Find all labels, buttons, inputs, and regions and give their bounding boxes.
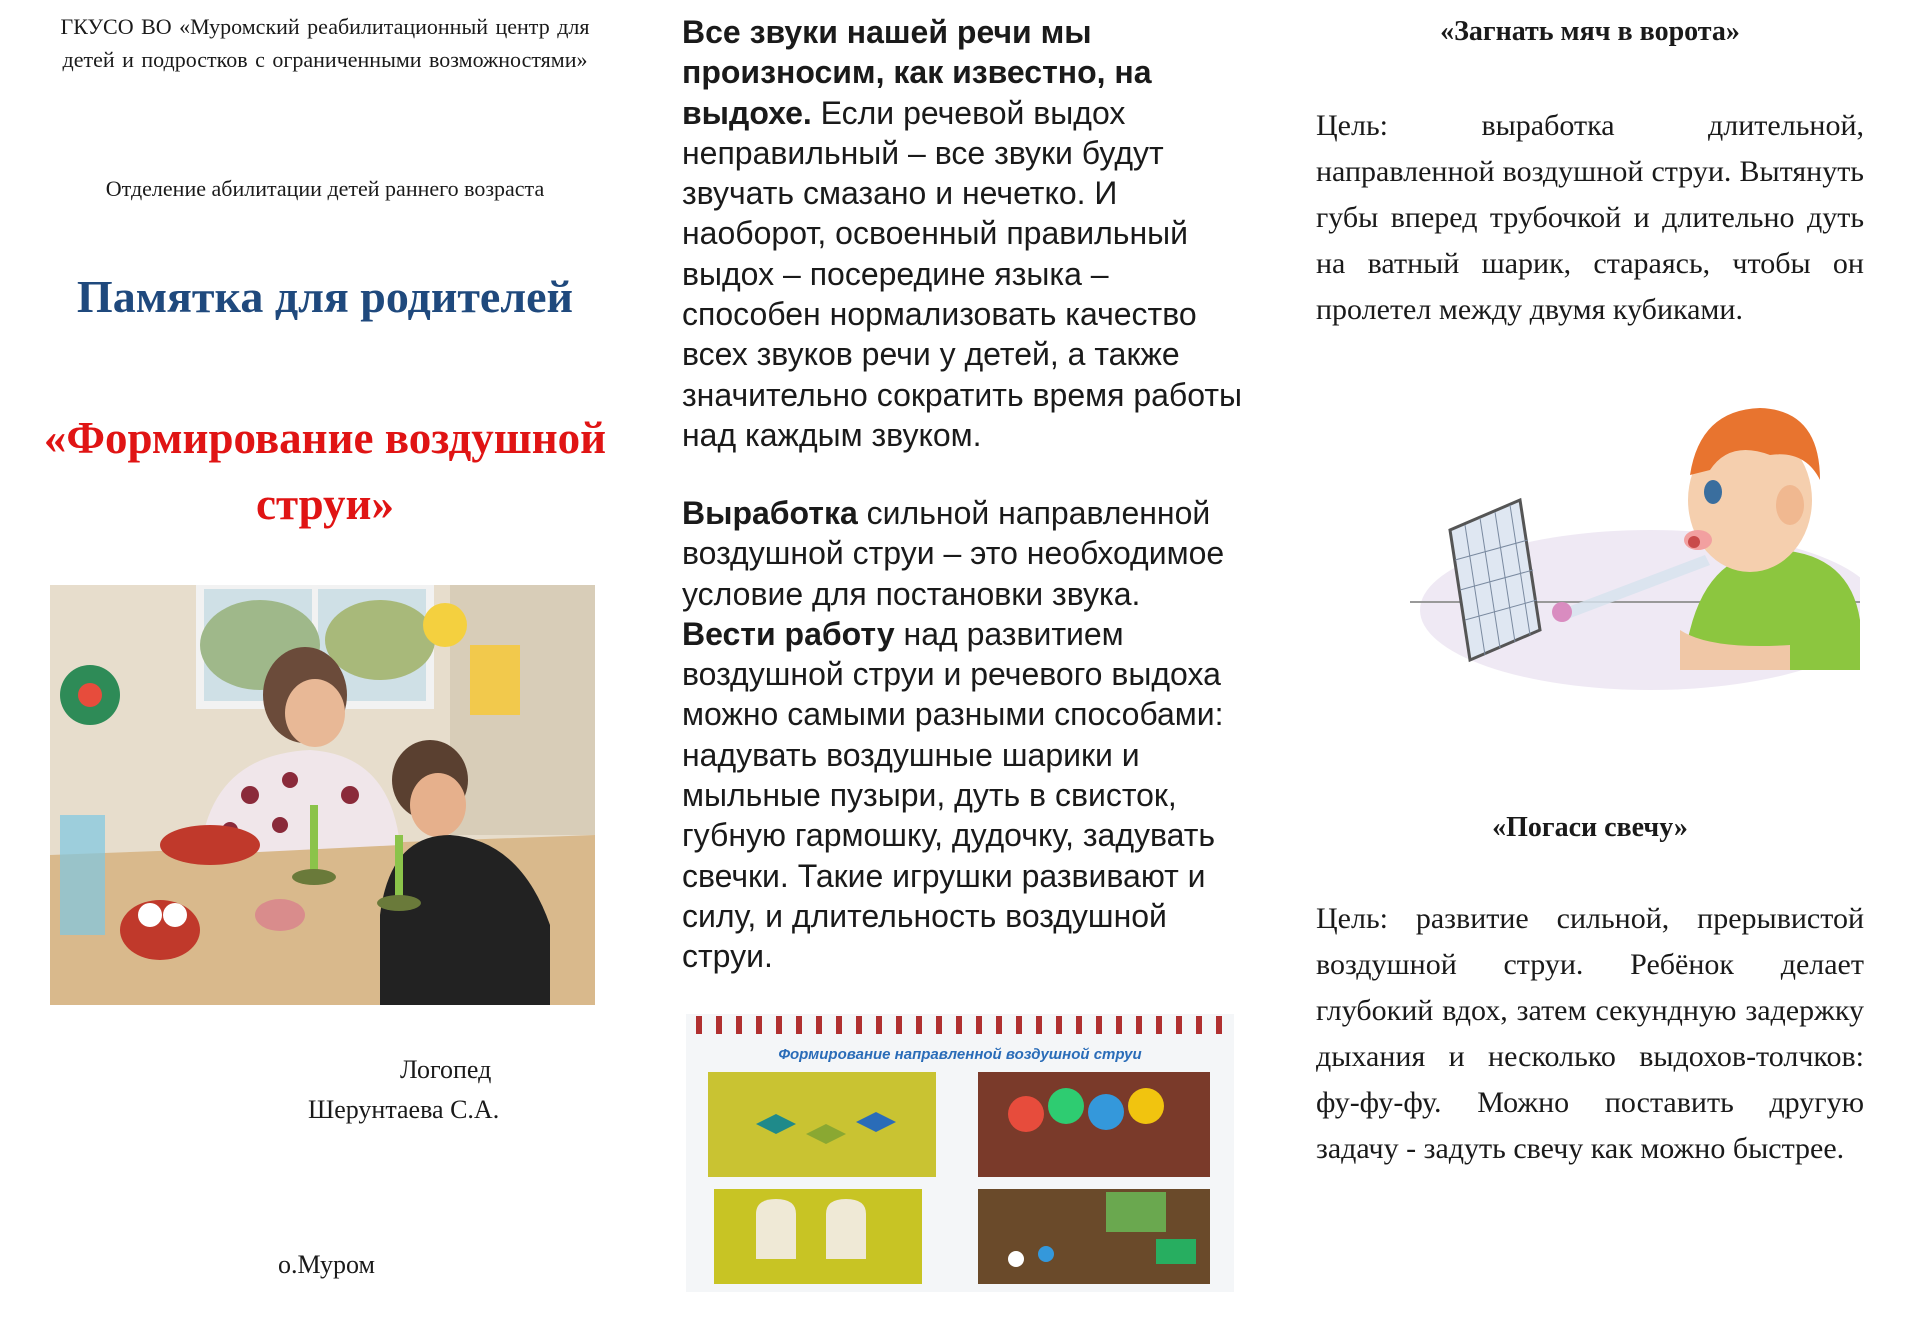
paragraph-exhale — [682, 12, 1242, 455]
paragraph-exhale-lead: Все звуки нашей речи мы произносим, как известно, на выдохе. — [682, 14, 1152, 131]
game1-text: Цель: выработка длительной, направленной воздушной струи. Вытянуть губы вперед трубочкой и длительно дуть на ватный шарик, стараясь, чтобы он пролетел между двумя кубиками. — [1316, 109, 1864, 326]
author-block — [308, 1050, 499, 1130]
topic-title: «Формирование воздушной струи» — [43, 413, 607, 529]
paragraph-training-lead: Выработка — [682, 495, 858, 531]
department-name: Отделение абилитации детей раннего возраста — [105, 176, 545, 201]
city-name: о.Муром — [278, 1250, 375, 1279]
game1-title: «Загнать мяч в ворота» — [1440, 16, 1740, 47]
photo-illustration — [50, 585, 595, 1005]
toys-collage — [686, 1014, 1234, 1292]
memo-title: Памятка для родителей — [76, 271, 574, 322]
author-name: Шерунтаева С.А. — [308, 1095, 500, 1124]
paragraph-exhale-text: Если речевой выдох неправильный – все звуки будут звучать смазано и нечетко. И наоборот, освоенный правильный выдох – посередине языка – способен нормализовать качество всех звуков речи у детей, а также значительно сократить время работы над каждым звуком. — [682, 94, 1242, 453]
paragraph-methods-text: над развитием воздушной струи и речевого выдоха можно самыми разными способами: надувать воздушные шарики и мыльные пузыри, дуть в свисток, губную гармошку, дудочку, задувать свечки. Такие игрушки развивают и силу, и длительность воздушной струи. — [682, 615, 1224, 975]
boy-illustration — [1410, 380, 1860, 710]
organization-name: ГКУСО ВО «Муромский реабилитационный центр для детей и подростков с ограниченными возможностями» — [60, 14, 590, 72]
therapy-session-photo — [50, 585, 595, 1005]
game2-text: Цель: развитие сильной, прерывистой воздушной струи. Ребёнок делает глубокий вдох, затем секундную задержку дыхания и несколько выдохов-толчков: фу-фу-фу. Можно поставить другую задачу - задуть свечу как можно быстрее. — [1316, 902, 1864, 1165]
paragraph-methods-lead: Вести работу — [682, 615, 895, 652]
collage-title: Формирование направленной воздушной струи — [778, 1046, 1142, 1063]
author-role: Логопед — [400, 1055, 492, 1084]
game2-title: «Погаси свечу» — [1492, 812, 1688, 843]
paragraph-training — [682, 493, 1242, 977]
paragraph-training-text: сильной направленной воздушной струи – это необходимое условие для постановки звука. — [682, 495, 1225, 612]
boy-blowing-ball-illustration — [1410, 380, 1860, 710]
